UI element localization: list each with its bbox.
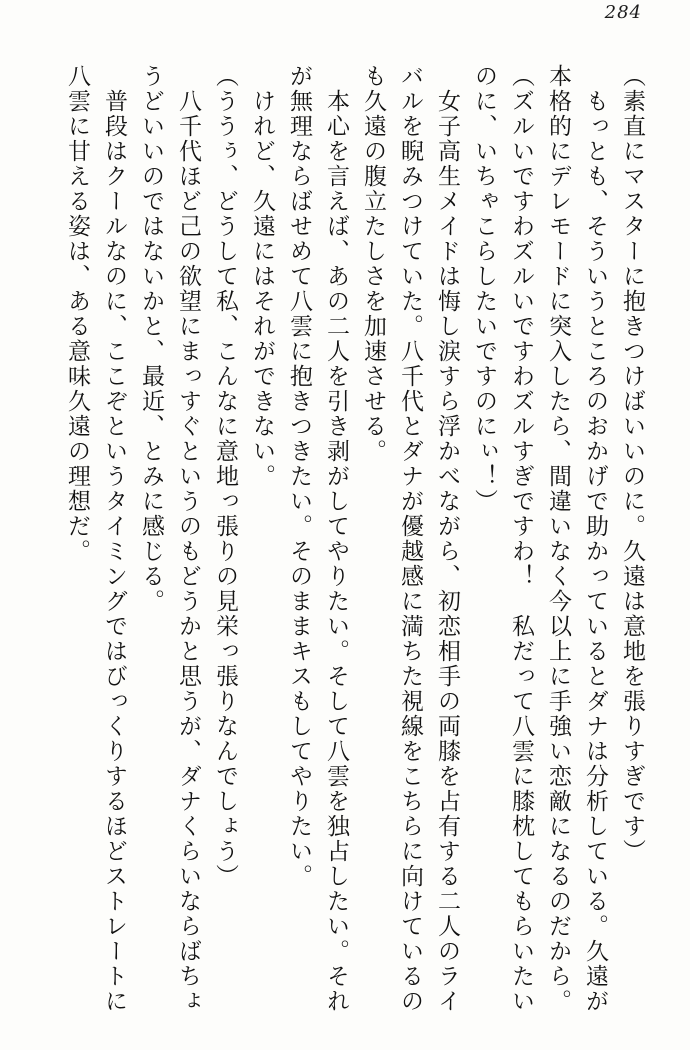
text-line: （ううぅ、どうして私、こんなに意地っ張りの見栄っ張りなんでしょう） <box>212 64 238 889</box>
text-line: 八雲に甘える姿は、ある意味久遠の理想だ。 <box>64 64 90 564</box>
text-line: 本心を言えば、あの二人を引き剥がしてやりたい。そして八雲を独占したい。それ <box>323 89 349 1014</box>
page-number: 284 <box>604 2 642 23</box>
text-line: 本格的にデレモードに突入したら、間違いなく今以上に手強い恋敵になるのだから。 <box>545 64 571 1014</box>
text-line: （素直にマスターに抱きつけばいいのに。久遠は意地を張りすぎです） <box>619 64 645 864</box>
text-line: うどいいのではないかと、最近、とみに感じる。 <box>138 64 164 614</box>
text-line: 普段はクールなのに、ここぞというタイミングではびっくりするほどストレートに <box>101 89 127 1014</box>
text-line: もっとも、そういうところのおかげで助かっているとダナは分析している。久遠が <box>582 89 608 1014</box>
text-line: 八千代ほど己の欲望にまっすぐというのもどうかと思うが、ダナくらいならばちょ <box>175 89 201 1014</box>
text-line: バルを睨みつけていた。八千代とダナが優越感に満ちた視線をこちらに向けているの <box>397 64 423 1014</box>
text-block <box>58 64 650 1024</box>
text-line: けれど、久遠にはそれができない。 <box>249 89 275 489</box>
text-line: 女子高生メイドは悔し涙すら浮かべながら、初恋相手の両膝を占有する二人のライ <box>434 89 460 1014</box>
text-line: （ズルいですわズルいですわズルすぎですわ！ 私だって八雲に膝枕してもらいたい <box>508 64 534 1014</box>
text-line: が無理ならばせめて八雲に抱きつきたい。そのままキスもしてやりたい。 <box>286 64 312 889</box>
text-line: のに、いちゃこらしたいですのにぃ！） <box>471 64 497 514</box>
text-line: も久遠の腹立たしさを加速させる。 <box>360 64 386 464</box>
